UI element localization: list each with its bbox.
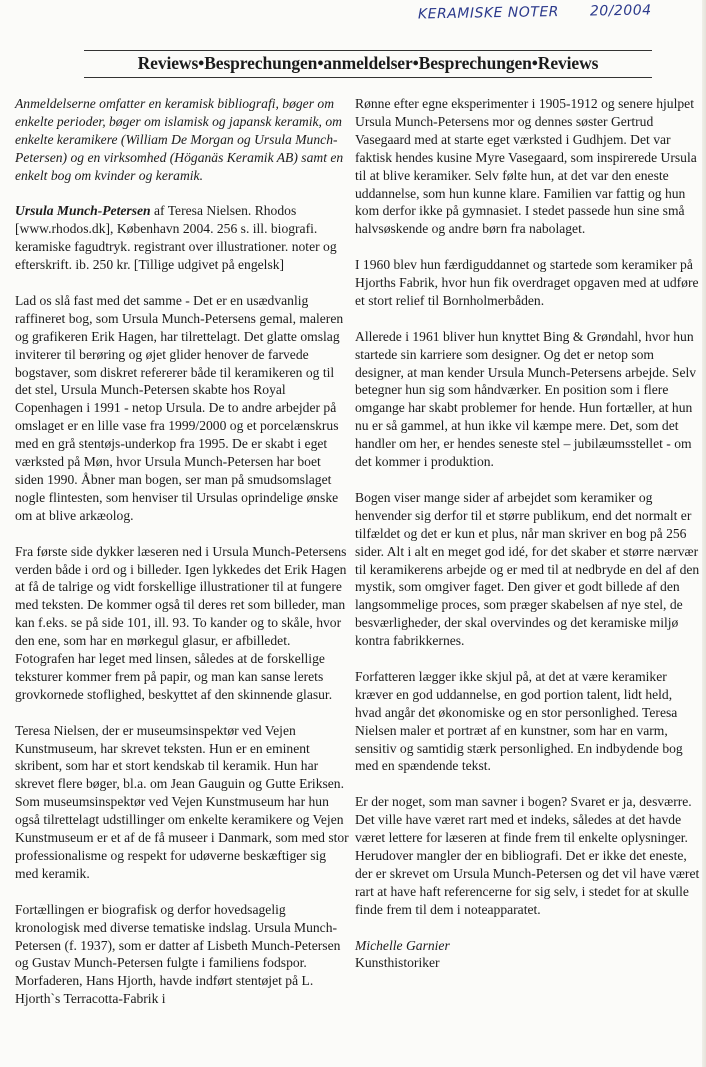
- body-paragraph: Forfatteren lægger ikke skjul på, at det at være keramiker kræver en god uddannelse, en god portion talent, lidt held, hvad angår det økonomiske og en stor personlighed. Teresa Nielsen maler et portræt af en kunstner, som har en varm, sensitiv og samtidig stærk personlighed. En indbydende bog med en spændende tekst.: [355, 668, 683, 774]
- handwritten-publication: KERAMISKE NOTER: [417, 4, 560, 23]
- right-column: [355, 95, 700, 972]
- header-rule-top: [84, 50, 652, 51]
- reviewer-title: Kunsthistoriker: [355, 955, 440, 971]
- reviewer-signature: [355, 937, 700, 973]
- header-rule-bottom: [84, 77, 652, 78]
- left-column: [15, 95, 350, 1026]
- section-header: Reviews•Besprechungen•anmeldelser•Besprechungen•Reviews: [137, 53, 599, 73]
- body-paragraph: Bogen viser mange sider af arbejdet som keramiker og henvender sig derfor til et større publikum, end det normalt er tilfældet og det er kun et plus, når man skriver en bog på 256 sider. Alt i alt en meget god idé, for det skaber et større nærvær til keramikerens arbejde og er med til at nedbryde en del af den mystik, som omgiver faget. Den giver et godt billede af den langsommelige proces, som præger skabelsen af nye stel, de besværligheder, der skal overvindes og det keramiske miljø kontra fabrikkernes.: [355, 489, 700, 649]
- body-paragraph: Allerede i 1961 bliver hun knyttet Bing & Grøndahl, hvor hun startede sin karriere som designer. Og det er netop som designer, at man kender Ursula Munch-Petersens arbejde. Selv betegner hun sig som håndværker. En position som i flere omgange har skabt problemer for hende. Hun fortæller, at hun nu er så gammel, at hun ikke vil kæmpe mere. Det, som det handler om her, er hendes seneste stel – jubilæumsstellet - om det kommer i produktion.: [355, 328, 697, 470]
- body-paragraph: Fortællingen er biografisk og derfor hovedsagelig kronologisk med diverse tematiske indslag. Ursula Munch-Petersen (f. 1937), som er datter af Lisbeth Munch-Petersen og Gustav Munch-Petersen fulgte i familiens fodspor. Morfaderen, Hans Hjorth, havde indført stentøjet på L. Hjorth`s Terracotta-Fabrik i: [15, 901, 341, 1007]
- body-paragraph: I 1960 blev hun færdiguddannet og startede som keramiker på Hjorths Fabrik, hvor hun fik overdraget opgaven med at udføre et stort relief til Bornholmerbåden.: [355, 257, 699, 308]
- body-paragraph: Lad os slå fast med det samme - Det er en usædvanlig raffineret bog, som Ursula Munch-Petersens gemal, maleren og grafikeren Erik Hagen, har tilrettelagt. Det glatte omslag inviterer til berøring og øjet glider henover de farvede bogstaver, som diskret refererer både til keramikeren og til det stel, Ursula Munch-Petersen skabte hos Royal Copenhagen i 1991 - netop Ursula. De to andre arbejder på omslaget er en lille vase fra 1999/2000 og et porcelænskrus med en grå stentøjs-underkop fra 1995. De er skabt i eget værksted på Møn, hvor Ursula Munch-Petersen har boet siden 1990. Åbner man bogen, ser man på smudsomslaget nogle flintesten, som henviser til Ursulas oprindelige ønske om at blive arkæolog.: [15, 292, 344, 523]
- intro-paragraph: Anmeldelserne omfatter en keramisk bibliografi, bøger om enkelte perioder, bøger om islamisk og japansk keramik, om enkelte keramikere (William De Morgan og Ursula Munch-Petersen) og en virksomhed (Höganäs Keramik AB) samt en enkelt bog om kvinder og keramik.: [15, 96, 344, 183]
- reviewer-name: Michelle Garnier: [355, 937, 450, 953]
- handwritten-issue: 20/2004: [589, 2, 652, 20]
- book-citation: [15, 202, 350, 274]
- body-paragraph: Rønne efter egne eksperimenter i 1905-1912 og senere hjulpet Ursula Munch-Petersens mor og dennes søster Gertrud Vasegaard med at starte eget værksted i Gudhjem. Det var faktisk hendes kusine Myre Vasegaard, som inspirerede Ursula til at blive keramiker. Selv følte hun, at det var den eneste uddannelse, som hun kunne klare. Familien var fattig og hun kom derfor ikke på gymnasiet. I stedet passede hun sine små halvsøskende og andre børn fra nabolaget.: [355, 96, 697, 237]
- scan-edge: [702, 0, 706, 1067]
- handwritten-note: [418, 2, 703, 29]
- body-paragraph: Er der noget, som man savner i bogen? Svaret er ja, desværre. Det ville have været rart med et indeks, således at det havde været lettere for læseren at finde frem til enkelte oplysninger. Herudover mangler der en bibliografi. Det er ikke det eneste, der er skrevet om Ursula Munch-Petersen og det vil have været rart at have haft referencerne for sig selv, i stedet for at skulle finde frem til dem i noteapparatet.: [355, 794, 700, 917]
- body-paragraph: Teresa Nielsen, der er museumsinspektør ved Vejen Kunstmuseum, har skrevet teksten. Hun er en eminent skribent, som har et stort kendskab til keramik. Hun har skrevet flere bøger, bl.a. om Jean Gauguin og Gutte Eriksen. Som museumsinspektør ved Vejen Kunstmuseum har hun også tilrettelagt udstillinger om enkelte keramikere og Vejen Kunstmuseum er et af de få museer i Danmark, som med stor professionalisme og respekt for udøverne beskæftiger sig med keramik.: [15, 722, 349, 881]
- book-title: Ursula Munch-Petersen: [15, 203, 151, 219]
- book-details: af Teresa Nielsen. Rhodos [www.rhodos.dk], København 2004. 256 s. ill. biografi. keramiske fagudtryk. registrant over illustrationer. noter og efterskrift. ib. 250 kr. [Tillige udgivet på engelsk]: [15, 203, 337, 273]
- body-paragraph: Fra første side dykker læseren ned i Ursula Munch-Petersens verden både i ord og i billeder. Igen lykkedes det Erik Hagen at få de talrige og vidt forskellige illustrationer til at fungere med teksten. De kommer også til deres ret som billeder, man kan f.eks. se på side 101, ill. 93. To kander og to skåle, hvor den ene, som har en mørkegul glasur, er afbilledet. Fotografen har leget med linsen, således at de forskellige teksturer kommer frem på papir, og man kan sanse lerets grovkornede stoflighed, beskyttet af den skinnende glasur.: [15, 543, 347, 702]
